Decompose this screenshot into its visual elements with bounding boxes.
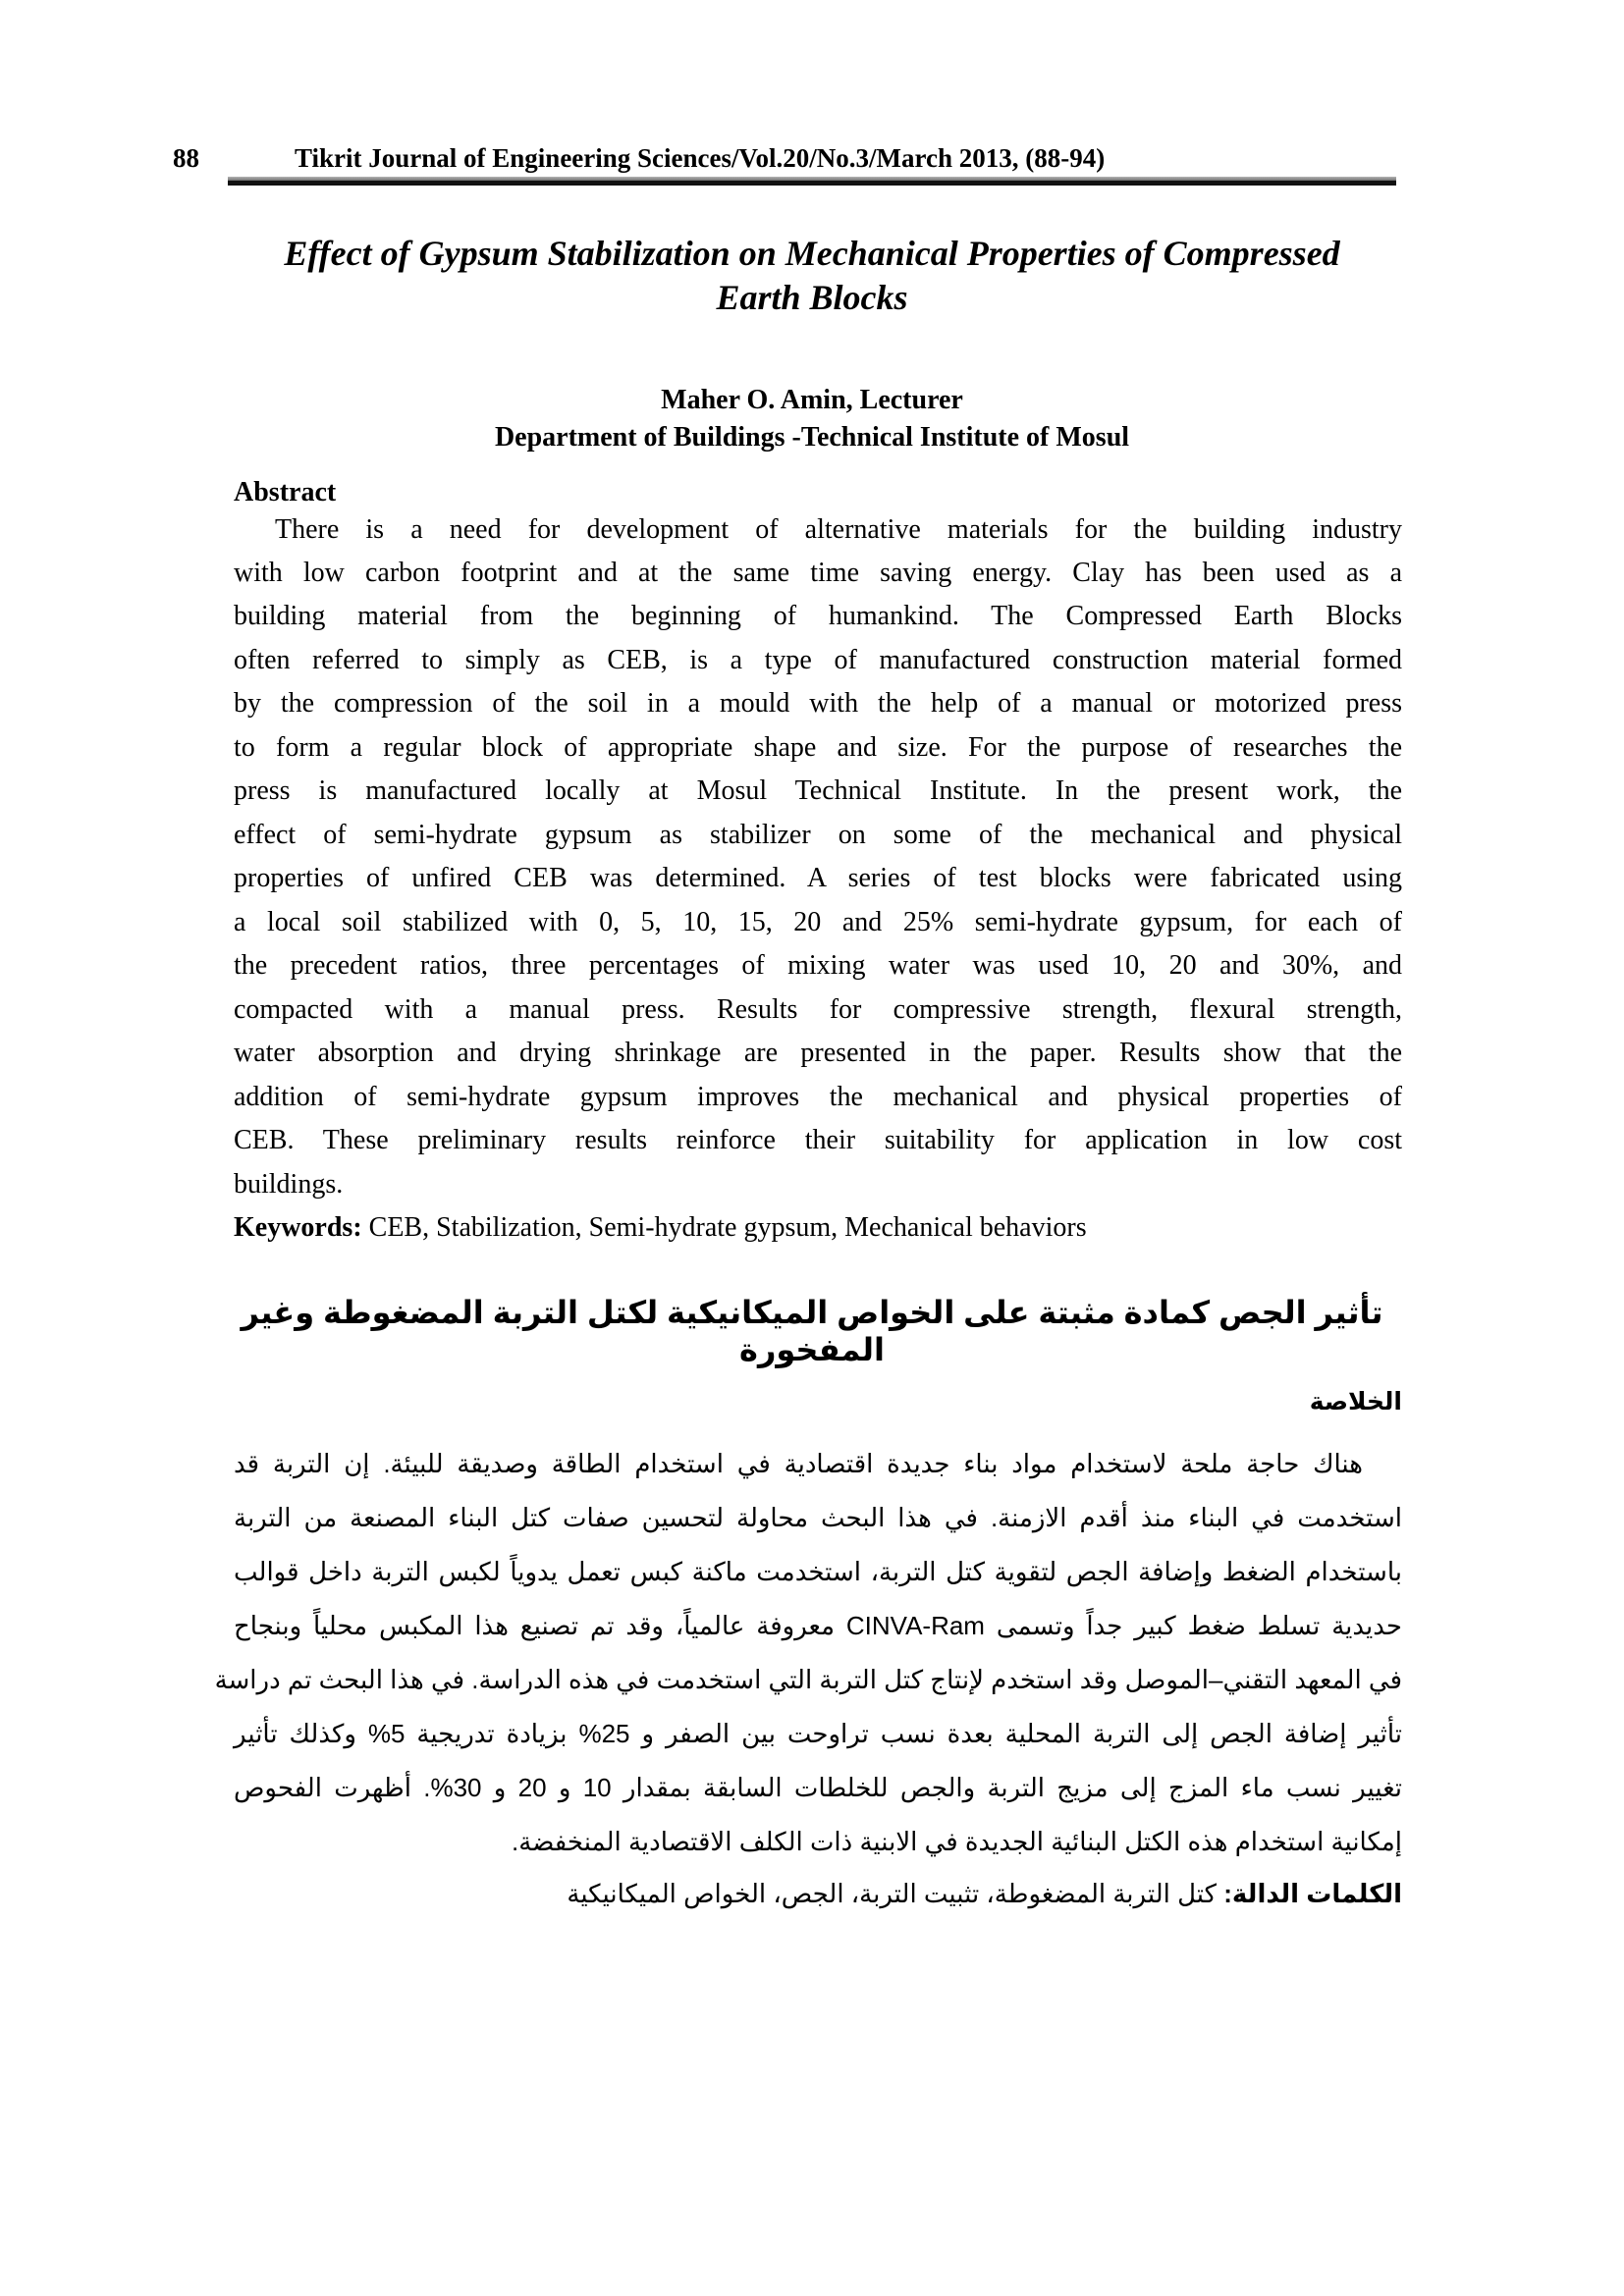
arabic-abstract-line: تأثير إضافة الجص إلى التربة المحلية بعدة نسب تراوحت بين الصفر و 25% بزيادة تدريجية 5% وكذلك تأثير [234, 1719, 1402, 1748]
abstract-line: the precedent ratios, three percentages of mixing water was used 10, 20 and 30%, and [234, 950, 1402, 981]
arabic-abstract-line: في المعهد التقني–الموصل وقد استخدم لإنتاج كتل التربة التي استخدمت في هذه الدراسة. في هذا البحث تم دراسة [214, 1665, 1402, 1694]
arabic-abstract-line: إمكانية استخدام هذه الكتل البنائية الجديدة في الابنية ذات الكلف الاقتصادية المنخفضة. [512, 1827, 1402, 1856]
abstract-line: addition of semi-hydrate gypsum improves the mechanical and physical properties of [234, 1082, 1402, 1112]
abstract-line: a local soil stabilized with 0, 5, 10, 15, 20 and 25% semi-hydrate gypsum, for each of [234, 907, 1402, 937]
abstract-heading: Abstract [234, 477, 337, 507]
arabic-abstract-heading: الخلاصة [1309, 1388, 1402, 1415]
abstract-line: effect of semi-hydrate gypsum as stabilizer on some of the mechanical and physical [234, 820, 1402, 850]
keywords-ar-text: كتل التربة المضغوطة، تثبيت التربة، الجص، الخواص الميكانيكية [567, 1879, 1224, 1908]
running-head: Tikrit Journal of Engineering Sciences/Vol.20/No.3/March 2013, (88-94) [295, 143, 1106, 173]
abstract-line: water absorption and drying shrinkage are presented in the paper. Results show that the [234, 1038, 1402, 1068]
abstract-line: There is a need for development of alternative materials for the building industry [275, 514, 1402, 545]
abstract-line: often referred to simply as CEB, is a type of manufactured construction material formed [234, 645, 1402, 675]
keywords-ar-label: الكلمات الدالة: [1223, 1879, 1402, 1908]
abstract-line: building material from the beginning of humankind. The Compressed Earth Blocks [234, 601, 1402, 631]
author-name: Maher O. Amin, Lecturer [661, 385, 963, 415]
abstract-line: with low carbon footprint and at the same time saving energy. Clay has been used as a [234, 558, 1402, 588]
arabic-abstract-line: استخدمت في البناء منذ أقدم الازمنة. في هذا البحث محاولة لتحسين صفات كتل البناء المصنعة من التربة [234, 1503, 1402, 1532]
header-rule-black [228, 181, 1396, 186]
author-affiliation: Department of Buildings -Technical Institute of Mosul [494, 422, 1130, 453]
keywords-label: Keywords: [234, 1212, 362, 1243]
keywords-ar [234, 1877, 1402, 1910]
abstract-line: properties of unfired CEB was determined. A series of test blocks were fabricated using [234, 863, 1402, 893]
arabic-abstract-line: تغيير نسب ماء المزج إلى مزيج التربة والجص للخلطات السابقة بمقدار 10 و 20 و 30%. أظهرت الفحوص [234, 1773, 1402, 1802]
arabic-title: تأثير الجص كمادة مثبتة على الخواص الميكانيكية لكتل التربة المضغوطة وغير المفخورة [241, 1295, 1383, 1367]
paper-title-line-2: Earth Blocks [716, 278, 908, 317]
paper-title-line-1: Effect of Gypsum Stabilization on Mechanical Properties of Compressed [284, 234, 1340, 273]
keywords-text: CEB, Stabilization, Semi-hydrate gypsum, Mechanical behaviors [361, 1212, 1087, 1243]
page-number: 88 [173, 143, 199, 173]
arabic-abstract-line: هناك حاجة ملحة لاستخدام مواد بناء جديدة اقتصادية في استخدام الطاقة وصديقة للبيئة. إن التربة قد [234, 1449, 1363, 1478]
abstract-line: buildings. [234, 1169, 344, 1200]
abstract-line: by the compression of the soil in a mould with the help of a manual or motorized press [234, 688, 1402, 719]
abstract-line: CEB. These preliminary results reinforce their suitability for application in low cost [234, 1125, 1402, 1155]
header-rule [228, 177, 1396, 186]
arabic-abstract-line: حديدية تسلط ضغط كبير جداً وتسمى CINVA-Ram معروفة عالمياً، وقد تم تصنيع هذا المكبس محلياً وبنجاح [234, 1611, 1402, 1640]
abstract-line: compacted with a manual press. Results for compressive strength, flexural strength, [234, 994, 1402, 1025]
abstract-line: press is manufactured locally at Mosul Technical Institute. In the present work, the [234, 775, 1402, 806]
arabic-abstract-line: باستخدام الضغط وإضافة الجص لتقوية كتل التربة، استخدمت ماكنة كبس تعمل يدوياً لكبس التربة داخل قوالب [234, 1557, 1402, 1586]
keywords-en [234, 1211, 1402, 1245]
abstract-line: to form a regular block of appropriate shape and size. For the purpose of researches the [234, 732, 1402, 763]
